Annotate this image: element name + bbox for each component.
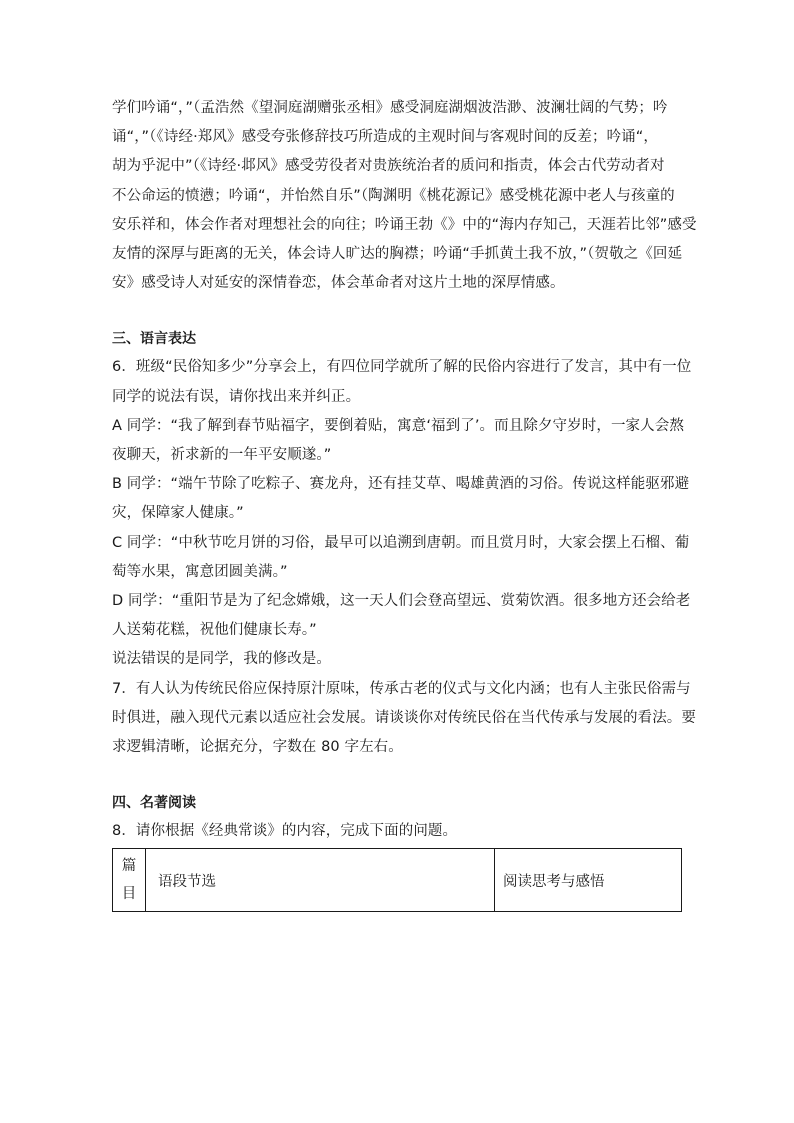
text-line: D 同学：“重阳节是为了纪念嫦娥，这一天人们会登高望远、赏菊饮酒。很多地方还会给老 [112, 593, 691, 610]
section-heading-language: 三、语言表达 [112, 331, 196, 348]
section-gap [112, 298, 684, 325]
text-line: 不公命运的愤懑；吟诵“，并怡然自乐”（陶渊明《桃花源记》感受桃花源中老人与孩童的 [112, 187, 675, 204]
document-page [112, 94, 697, 912]
text-line: B 同学：“端午节除了吃粽子、赛龙舟，还有挂艾草、喝雄黄酒的习俗。传说这样能驱邪避 [112, 476, 690, 493]
text-line: 安》感受诗人对延安的深情眷恋，体会革命者对这片土地的深厚情感。 [112, 275, 565, 292]
table-header-reflection: 阅读思考与感悟 [495, 849, 682, 912]
text-line: 求逻辑清晰，论据充分，字数在 80 字左右。 [112, 739, 403, 756]
text-line: 8．请你根据《经典常谈》的内容，完成下面的问题。 [112, 823, 458, 840]
text-line: 7．有人认为传统民俗应保持原汁原味，传承古老的仪式与文化内涵；也有人主张民俗需与 [112, 680, 691, 697]
text-line: 学们吟诵“，”（孟浩然《望洞庭湖赠张丞相》感受洞庭湖烟波浩渺、波澜壮阔的气势；吟 [112, 100, 668, 116]
text-line: 6．班级“民俗知多少”分享会上，有四位同学就所了解的民俗内容进行了发言，其中有一位 [112, 359, 692, 376]
text-line: 诵“，”（《诗经·郑风》感受夸张修辞技巧所造成的主观时间与客观时间的反差；吟诵“， [112, 129, 658, 146]
text-line: 友情的深厚与距离的无关，体会诗人旷达的胸襟；吟诵“手抓黄土我不放，”（贺敬之《回延 [112, 246, 683, 263]
student-d-statement [112, 587, 691, 645]
table-header-excerpt: 语段节选 [146, 849, 495, 912]
text-line: 安乐祥和，体会作者对理想社会的向往；吟诵王勃《》中的“海内存知己，天涯若比邻”感受 [112, 216, 697, 233]
student-b-statement [112, 470, 690, 528]
section-heading-classics: 四、名著阅读 [112, 795, 196, 812]
student-a-statement [112, 412, 684, 470]
question-7 [112, 675, 696, 763]
table-header-row [113, 849, 682, 912]
poem-paragraph [112, 94, 697, 298]
fill-in-answer [112, 645, 684, 674]
text-line: 人送菊花糕，祝他们健康长寿。” [112, 622, 317, 639]
text-line: 夜聊天，祈求新的一年平安顺遂。” [112, 447, 332, 464]
text-line: 时俱进，融入现代元素以适应社会发展。请谈谈你对传统民俗在当代传承与发展的看法。要 [112, 709, 696, 726]
text-line: C 同学：“中秋节吃月饼的习俗，最早可以追溯到唐朝。而且赏月时，大家会摆上石榴、葡 [112, 534, 690, 551]
section-gap [112, 762, 684, 789]
text-line: A 同学：“我了解到春节贴福字，要倒着贴，寓意‘福到了’。而且除夕守岁时，一家人会熬 [112, 417, 684, 434]
table-header-chapter: 篇 目 [113, 849, 146, 912]
question-6 [112, 353, 692, 411]
text-line: 胡为乎泥中”（《诗经·邶风》感受劳役者对贵族统治者的质问和指责，体会古代劳动者对 [112, 158, 665, 175]
text-line: 同学的说法有误，请你找出来并纠正。 [112, 388, 361, 405]
text-line: 萄等水果，寓意团圆美满。” [112, 563, 288, 580]
reading-table [112, 848, 682, 912]
text-line: 说法错误的是同学，我的修改是。 [112, 651, 331, 668]
text-line: 灾，保障家人健康。” [112, 505, 244, 522]
question-8 [112, 817, 684, 846]
student-c-statement [112, 529, 690, 587]
